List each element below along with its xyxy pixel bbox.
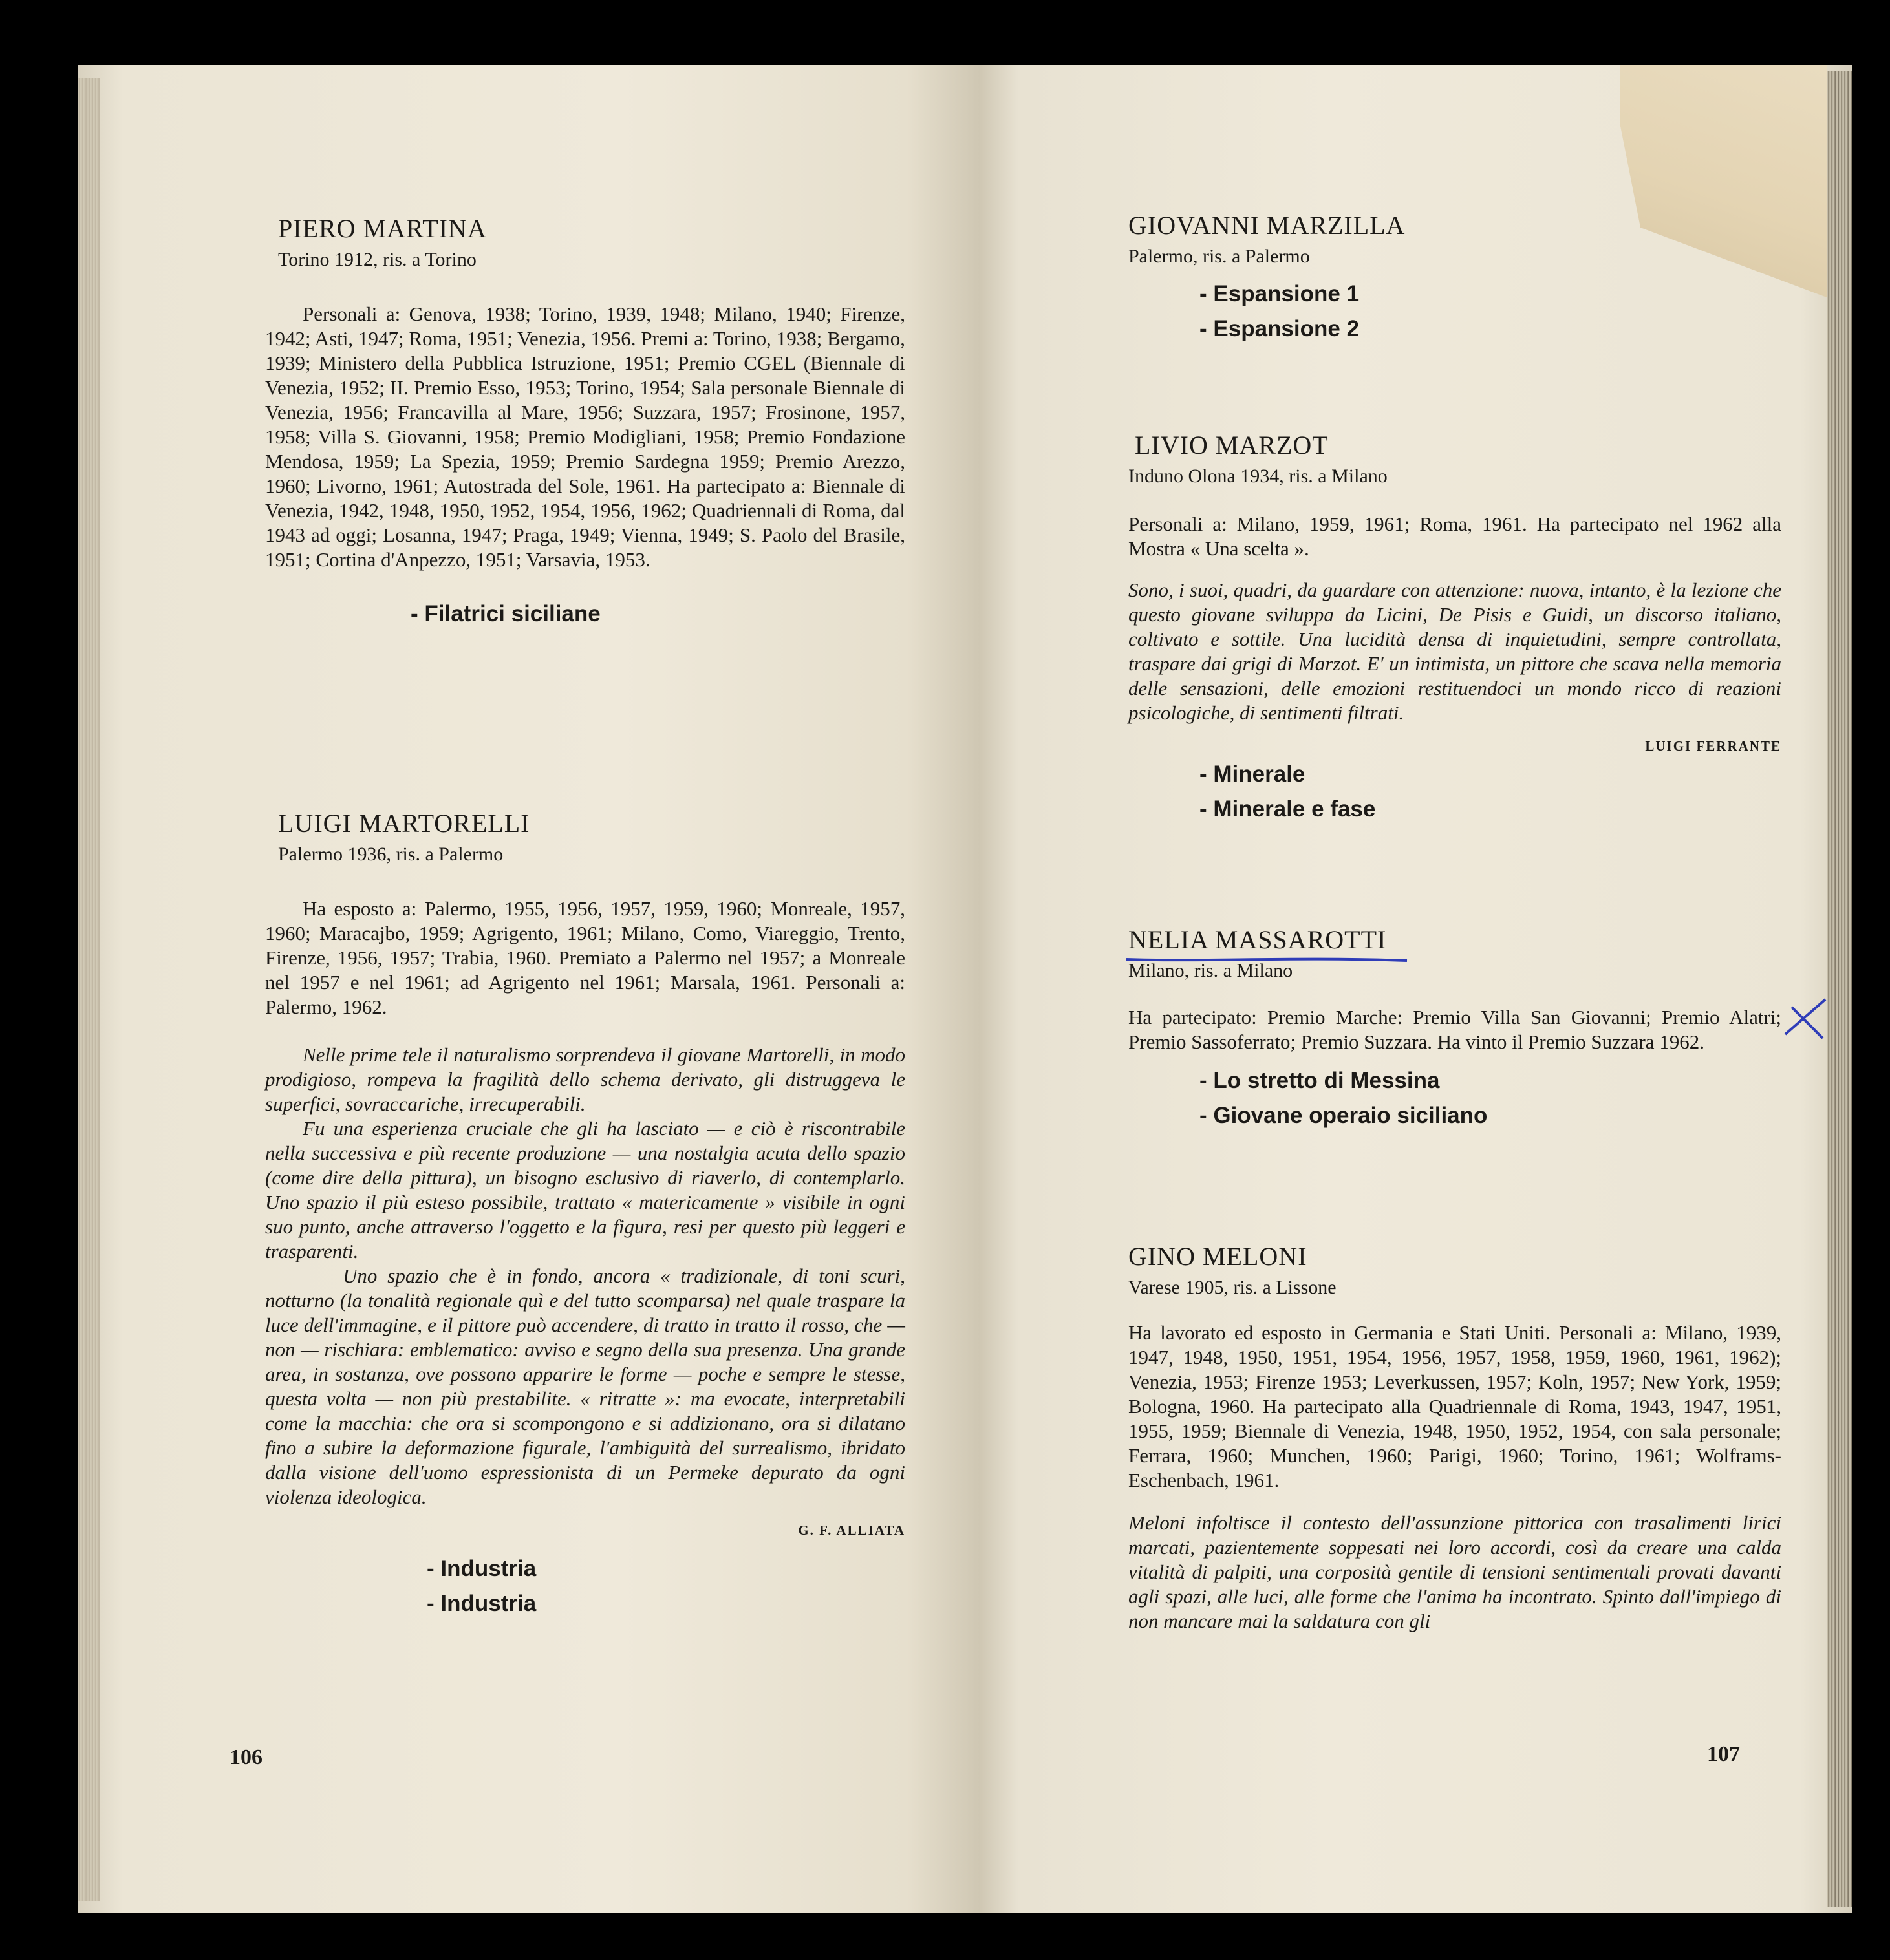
exhibition-text: Personali a: Milano, 1959, 1961; Roma, 1961. Ha partecipato nel 1962 alla Mostra « Una scelta ». — [1128, 513, 1781, 560]
work-title: - Espansione 1 — [1199, 277, 1781, 312]
work-title: - Espansione 2 — [1199, 312, 1781, 346]
exhibition-text: Ha esposto a: Palermo, 1955, 1956, 1957, 1959, 1960; Monreale, 1957, 1960; Maracajbo, 1959; Agrigento, 1961; Milano, Como, Viareggio, Trento, Firenze, 1956, 1957; Trabia, 1960. Premiato a Palermo nel 1957; a Monreale nel 1957 e nel 1961; ad Agrigento nel 1961; Marsala, 1961. Personali a: Palermo, 1962. — [265, 897, 905, 1018]
entry-luigi-martorelli — [265, 808, 905, 1621]
works-list — [427, 1551, 905, 1621]
artist-name: GINO MELONI — [1128, 1242, 1307, 1271]
entry-giovanni-marzilla — [1128, 210, 1781, 346]
critic-signature: G. F. ALLIATA — [798, 1522, 905, 1538]
book-spread — [65, 65, 1843, 1913]
entry-livio-marzot — [1128, 430, 1781, 827]
handwritten-underline — [1125, 952, 1410, 966]
page-number: 106 — [230, 1745, 263, 1769]
critique-paragraph: Meloni infoltisce il contesto dell'assunzione pittorica con trasalimenti lirici marcati, pazientemente soppesati nei loro accordi, così da creare una calda vitalità di palpiti, una corposità gentile di tensioni sentimentali provati davanti agli spazi, alle luci, alle forme che l'anima ha incontrato. Spinto dall'impiego di non mancare mai la saldatura con gli — [1128, 1511, 1781, 1632]
work-title: - Giovane operaio siciliano — [1199, 1098, 1781, 1133]
artist-name: GIOVANNI MARZILLA — [1128, 211, 1406, 240]
artist-place: Milano, ris. a Milano — [1128, 960, 1293, 981]
critic-signature: LUIGI FERRANTE — [1645, 738, 1781, 754]
artist-place: Palermo, ris. a Palermo — [1128, 246, 1310, 267]
artist-place: Varese 1905, ris. a Lissone — [1128, 1277, 1337, 1298]
critique-paragraph: Fu una esperienza cruciale che gli ha lasciato — e ciò è riscontrabile nella successiva e più recente produzione — una nostalgia acuta dello spazio (come dire della pittura), un bisogno esclusivo di riaverlo, di contemplarlo. Uno spazio il più esteso possibile, trattato « matericamente » visibile in ogni suo punto, anche attraverso l'oggetto e la figura, resi per questo più leggeri e trasparenti. — [265, 1117, 905, 1262]
critique-paragraph: Nelle prime tele il naturalismo sorprendeva il giovane Martorelli, in modo prodigioso, rompeva la fragilità dello schema derivato, gli distruggeva le superfici, sovraccariche, irrecuperabili. — [265, 1043, 905, 1115]
work-title: - Filatrici siciliane — [411, 597, 905, 632]
page-edges — [78, 78, 100, 1901]
works-list — [411, 597, 905, 632]
work-title: - Lo stretto di Messina — [1199, 1063, 1781, 1098]
work-title: - Industria — [427, 1551, 905, 1586]
artist-name: PIERO MARTINA — [278, 214, 487, 243]
critique-paragraph: Sono, i suoi, quadri, da guardare con attenzione: nuova, intanto, è la lezione che questo giovane sviluppa da Licini, De Pisis e Guidi, un discorso italiano, coltivato e sottile. Una lucidità densa di inquietudini, sempre controllata, traspare dai grigi di Marzot. E' un intimista, un pittore che scava nella memoria delle sensazioni, delle emozioni restituendoci un mondo ricco di reazioni psicologiche, di sentimenti filtrati. — [1128, 579, 1781, 724]
critique-paragraph: Uno spazio che è in fondo, ancora « tradizionale, di toni scuri, notturno (la tonalità regionale quì e del tutto scomparsa) nel quale traspare la luce dell'immagine, e il pittore può accendere, di tratto in tratto il rosso, che — non — rischiara: emblematico: avviso e segno della sua presenza. Una grande area, in sostanza, ove possono apparire le forme — poche e sempre le stesse, questa volta — non più prestabilite. « ritratte »: ma evocate, interpretabili come la macchia: che ora si scompongono e si addizionano, ora si dilatano fino a subire la deformazione figurale, l'ambiguità del surrealismo, ibridato dalla visione dell'uomo espressionista di un Permeke depurato da ogni violenza ideologica. — [265, 1264, 905, 1508]
artist-name: LUIGI MARTORELLI — [278, 809, 530, 838]
works-list — [1199, 1063, 1781, 1133]
entry-piero-martina — [265, 213, 905, 632]
artist-name: NELIA MASSAROTTI — [1128, 925, 1387, 954]
exhibition-text: Ha lavorato ed esposto in Germania e Stati Uniti. Personali a: Milano, 1939, 1947, 1948, 1950, 1951, 1954, 1956, 1957, 1958, 1959, 1960, 1961, 1962); Venezia, 1953; Firenze 1953; Leverkussen, 1957; Koln, 1957; New York, 1959; Bologna, 1960. Ha partecipato alla Quadriennale di Roma, 1943, 1947, 1951, 1955, 1959; Biennale di Venezia, 1948, 1950, 1952, 1954, con sala personale; Ferrara, 1960; Munchen, 1960; Parigi, 1960; Torino, 1961; Wolframs-Eschenbach, 1961. — [1128, 1321, 1781, 1491]
artist-place: Torino 1912, ris. a Torino — [278, 249, 477, 270]
work-title: - Minerale — [1199, 757, 1781, 792]
exhibition-text: Ha partecipato: Premio Marche: Premio Villa San Giovanni; Premio Alatri; Premio Sassoferrato; Premio Suzzara. Ha vinto il Premio Suzzara 1962. — [1128, 1006, 1781, 1053]
work-title: - Minerale e fase — [1199, 792, 1781, 827]
artist-place: Palermo 1936, ris. a Palermo — [278, 844, 504, 865]
entry-gino-meloni — [1128, 1241, 1781, 1634]
exhibition-text: Personali a: Genova, 1938; Torino, 1939, 1948; Milano, 1940; Firenze, 1942; Asti, 1947; Roma, 1951; Venezia, 1956. Premi a: Torino, 1938; Bergamo, 1939; Ministero della Pubblica Istruzione, 1951; Premio CGEL (Biennale di Venezia, 1952; II. Premio Esso, 1953; Torino, 1954; Sala personale Biennale di Venezia, 1956; Francavilla al Mare, 1956; Suzzara, 1957; Frosinone, 1957, 1958; Villa S. Giovanni, 1958; Premio Modigliani, 1958; Premio Fondazione Mendosa, 1959; La Spezia, 1959; Premio Sardegna 1959; Premio Arezzo, 1960; Livorno, 1961; Autostrada del Sole, 1961. Ha partecipato a: Biennale di Venezia, 1942, 1948, 1950, 1952, 1954, 1956, 1962; Quadriennali di Roma, dal 1943 ad oggi; Losanna, 1947; Praga, 1949; Vienna, 1949; S. Paolo del Brasile, 1951; Cortina d'Anpezzo, 1951; Varsavia, 1953. — [265, 303, 905, 571]
page-edges — [1827, 71, 1852, 1907]
artist-name: LIVIO MARZOT — [1135, 431, 1329, 460]
works-list — [1199, 757, 1781, 827]
right-page — [980, 65, 1852, 1913]
work-title: - Industria — [427, 1586, 905, 1621]
artist-place: Induno Olona 1934, ris. a Milano — [1128, 465, 1388, 487]
handwritten-x-mark — [1780, 996, 1832, 1041]
left-page — [78, 65, 980, 1913]
page-number: 107 — [1707, 1742, 1740, 1766]
works-list — [1199, 277, 1781, 346]
